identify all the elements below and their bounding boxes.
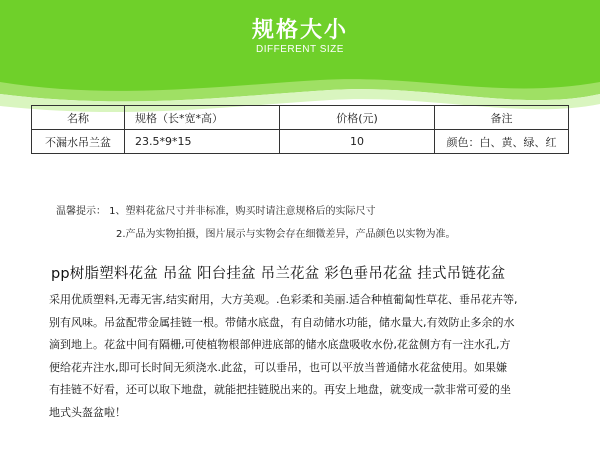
banner-subtitle: DIFFERENT SIZE	[256, 44, 344, 55]
description-line: 地式头盔盆啦！	[49, 405, 126, 419]
header-cell-name: 名称	[32, 106, 125, 130]
cell-size: 23.5*9*15	[125, 130, 280, 154]
tip-line-1: 温馨提示： 1、塑料花盆尺寸并非标准，购买时请注意规格后的实际尺寸	[56, 206, 376, 217]
cell-price: 10	[280, 130, 435, 154]
table-row	[32, 130, 569, 154]
cell-note: 颜色：白、黄、绿、红	[435, 130, 569, 154]
header-cell-size: 规格（长*宽*高）	[125, 106, 280, 130]
description-line: 便给花卉注水,即可长时间无须浇水.此盆，可以垂吊，也可以平放当普通储水花盆使用。如果嫌	[49, 360, 507, 374]
header-cell-note: 备注	[435, 106, 569, 130]
description-line: 采用优质塑料,无毒无害,结实耐用，大方美观。.色彩柔和美丽.适合种植葡匐性草花、垂吊花卉等,	[49, 293, 518, 306]
product-description	[49, 289, 589, 424]
description-line: 别有风味。吊盆配带金属挂链一根。带储水底盘，有自动储水功能，储水量大,有效防止多余的水	[49, 315, 515, 329]
tip-line-2: 2.产品为实物拍摄，图片展示与实物会存在细微差异，产品颜色以实物为准。	[116, 229, 456, 240]
cell-name: 不漏水吊兰盆	[32, 130, 125, 154]
product-heading: pp树脂塑料花盆 吊盆 阳台挂盆 吊兰花盆 彩色垂吊花盆 挂式吊链花盆	[51, 266, 506, 282]
description-line: 滴到地上。花盆中间有隔栅,可使植物根部伸进底部的储水底盘吸收水份,花盆侧方有一注水孔,方	[49, 338, 511, 351]
table-header-row	[32, 106, 569, 130]
header-cell-price: 价格(元)	[280, 106, 435, 130]
description-line: 有挂链不好看，还可以取下地盘，就能把挂链脱出来的。再安上地盘，就变成一款非常可爱的坐	[49, 383, 511, 396]
spec-table	[31, 105, 569, 154]
banner-title: 规格大小	[251, 18, 348, 43]
